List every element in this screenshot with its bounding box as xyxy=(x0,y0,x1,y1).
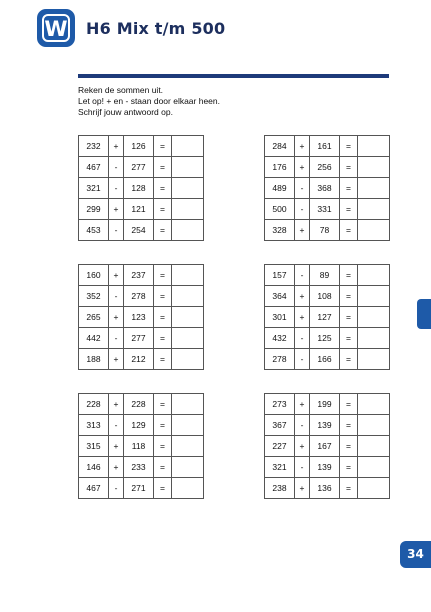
operator: - xyxy=(295,178,310,199)
operand-b: 129 xyxy=(124,415,154,436)
operand-a: 321 xyxy=(79,178,109,199)
operand-b: 126 xyxy=(124,136,154,157)
operand-b: 271 xyxy=(124,478,154,499)
equals-sign: = xyxy=(340,307,358,328)
operand-a: 238 xyxy=(265,478,295,499)
operator: + xyxy=(295,286,310,307)
operator: - xyxy=(295,415,310,436)
answer-box[interactable] xyxy=(172,265,204,286)
operand-a: 265 xyxy=(79,307,109,328)
instructions xyxy=(78,85,220,118)
answer-box[interactable] xyxy=(358,157,390,178)
answer-box[interactable] xyxy=(172,436,204,457)
operator: + xyxy=(295,157,310,178)
equals-sign: = xyxy=(340,457,358,478)
operator: - xyxy=(109,328,124,349)
answer-box[interactable] xyxy=(358,307,390,328)
sum-row xyxy=(79,265,204,286)
sum-row xyxy=(265,286,390,307)
operand-b: 118 xyxy=(124,436,154,457)
side-tab-marker xyxy=(417,299,431,329)
equals-sign: = xyxy=(154,328,172,349)
equals-sign: = xyxy=(340,349,358,370)
operand-a: 432 xyxy=(265,328,295,349)
operand-b: 128 xyxy=(124,178,154,199)
sum-row xyxy=(265,478,390,499)
instruction-line: Reken de sommen uit. xyxy=(78,85,164,95)
operator: - xyxy=(295,328,310,349)
operand-a: 453 xyxy=(79,220,109,241)
operator: - xyxy=(295,265,310,286)
sum-block-3 xyxy=(78,264,204,370)
answer-box[interactable] xyxy=(172,394,204,415)
operator: + xyxy=(109,349,124,370)
answer-box[interactable] xyxy=(358,457,390,478)
operand-a: 232 xyxy=(79,136,109,157)
equals-sign: = xyxy=(154,286,172,307)
operand-b: 237 xyxy=(124,265,154,286)
sum-row xyxy=(79,457,204,478)
sum-row xyxy=(79,349,204,370)
equals-sign: = xyxy=(340,199,358,220)
operand-a: 188 xyxy=(79,349,109,370)
operand-a: 273 xyxy=(265,394,295,415)
equals-sign: = xyxy=(154,415,172,436)
equals-sign: = xyxy=(340,157,358,178)
operator: + xyxy=(109,199,124,220)
operator: + xyxy=(109,136,124,157)
equals-sign: = xyxy=(154,220,172,241)
operand-b: 256 xyxy=(310,157,340,178)
operator: - xyxy=(295,199,310,220)
sum-row xyxy=(265,178,390,199)
equals-sign: = xyxy=(340,265,358,286)
operator: + xyxy=(295,478,310,499)
equals-sign: = xyxy=(154,349,172,370)
operand-a: 315 xyxy=(79,436,109,457)
sum-block-2 xyxy=(264,135,390,241)
answer-box[interactable] xyxy=(172,328,204,349)
equals-sign: = xyxy=(340,415,358,436)
operator: + xyxy=(109,265,124,286)
operator: + xyxy=(295,307,310,328)
operand-a: 284 xyxy=(265,136,295,157)
equals-sign: = xyxy=(154,436,172,457)
instruction-line: Let op! + en - staan door elkaar heen. xyxy=(78,96,221,106)
operator: - xyxy=(295,457,310,478)
answer-box[interactable] xyxy=(358,286,390,307)
page-number: 34 xyxy=(400,541,431,568)
equals-sign: = xyxy=(154,265,172,286)
operand-a: 328 xyxy=(265,220,295,241)
operand-a: 500 xyxy=(265,199,295,220)
operand-a: 228 xyxy=(79,394,109,415)
equals-sign: = xyxy=(154,394,172,415)
operand-a: 364 xyxy=(265,286,295,307)
operand-b: 89 xyxy=(310,265,340,286)
operand-b: 212 xyxy=(124,349,154,370)
operator: - xyxy=(109,415,124,436)
operand-b: 161 xyxy=(310,136,340,157)
operand-b: 199 xyxy=(310,394,340,415)
sum-row xyxy=(79,157,204,178)
operator: + xyxy=(109,457,124,478)
sum-row xyxy=(265,436,390,457)
sum-row xyxy=(265,457,390,478)
operator: + xyxy=(295,136,310,157)
operand-a: 489 xyxy=(265,178,295,199)
sum-row xyxy=(79,307,204,328)
equals-sign: = xyxy=(340,478,358,499)
sum-row xyxy=(265,394,390,415)
operator: + xyxy=(295,220,310,241)
sum-row xyxy=(79,286,204,307)
operand-b: 139 xyxy=(310,457,340,478)
operand-a: 321 xyxy=(265,457,295,478)
sum-row xyxy=(79,178,204,199)
answer-box[interactable] xyxy=(358,178,390,199)
operator: - xyxy=(109,178,124,199)
sum-row xyxy=(265,136,390,157)
sum-block-5 xyxy=(78,393,204,499)
operand-b: 233 xyxy=(124,457,154,478)
equals-sign: = xyxy=(154,307,172,328)
operator: - xyxy=(109,478,124,499)
operand-b: 108 xyxy=(310,286,340,307)
operator: + xyxy=(109,307,124,328)
operator: - xyxy=(295,349,310,370)
sum-row xyxy=(265,307,390,328)
equals-sign: = xyxy=(340,328,358,349)
equals-sign: = xyxy=(340,286,358,307)
equals-sign: = xyxy=(154,199,172,220)
answer-box[interactable] xyxy=(172,178,204,199)
equals-sign: = xyxy=(154,157,172,178)
answer-box[interactable] xyxy=(358,199,390,220)
operand-a: 176 xyxy=(265,157,295,178)
sum-row xyxy=(79,199,204,220)
operand-b: 127 xyxy=(310,307,340,328)
sum-row xyxy=(265,415,390,436)
equals-sign: = xyxy=(154,457,172,478)
sum-row xyxy=(79,436,204,457)
equals-sign: = xyxy=(340,220,358,241)
equals-sign: = xyxy=(154,478,172,499)
operand-a: 160 xyxy=(79,265,109,286)
operand-b: 277 xyxy=(124,328,154,349)
operand-a: 467 xyxy=(79,478,109,499)
answer-box[interactable] xyxy=(172,199,204,220)
answer-box[interactable] xyxy=(172,307,204,328)
sum-block-4 xyxy=(264,264,390,370)
answer-box[interactable] xyxy=(358,220,390,241)
equals-sign: = xyxy=(340,394,358,415)
sum-block-6 xyxy=(264,393,390,499)
answer-box[interactable] xyxy=(172,157,204,178)
operand-b: 166 xyxy=(310,349,340,370)
operand-a: 352 xyxy=(79,286,109,307)
sum-row xyxy=(265,199,390,220)
page-title: H6 Mix t/m 500 xyxy=(86,19,226,38)
operand-b: 121 xyxy=(124,199,154,220)
operand-b: 139 xyxy=(310,415,340,436)
equals-sign: = xyxy=(340,178,358,199)
operator: - xyxy=(109,286,124,307)
operand-a: 313 xyxy=(79,415,109,436)
operator: + xyxy=(295,436,310,457)
answer-box[interactable] xyxy=(172,349,204,370)
answer-box[interactable] xyxy=(172,220,204,241)
operand-a: 227 xyxy=(265,436,295,457)
answer-box[interactable] xyxy=(358,394,390,415)
operand-b: 228 xyxy=(124,394,154,415)
operator: + xyxy=(109,394,124,415)
equals-sign: = xyxy=(154,178,172,199)
operand-b: 78 xyxy=(310,220,340,241)
operand-a: 467 xyxy=(79,157,109,178)
operand-a: 157 xyxy=(265,265,295,286)
operand-a: 299 xyxy=(79,199,109,220)
answer-box[interactable] xyxy=(172,478,204,499)
operand-b: 277 xyxy=(124,157,154,178)
operand-b: 125 xyxy=(310,328,340,349)
operand-b: 331 xyxy=(310,199,340,220)
sum-block-1 xyxy=(78,135,204,241)
operand-a: 146 xyxy=(79,457,109,478)
answer-box[interactable] xyxy=(358,349,390,370)
operand-a: 301 xyxy=(265,307,295,328)
answer-box[interactable] xyxy=(358,328,390,349)
sum-row xyxy=(265,349,390,370)
sum-row xyxy=(79,415,204,436)
sum-row xyxy=(265,328,390,349)
answer-box[interactable] xyxy=(358,478,390,499)
operator: - xyxy=(109,220,124,241)
operand-b: 368 xyxy=(310,178,340,199)
answer-box[interactable] xyxy=(172,136,204,157)
operand-b: 123 xyxy=(124,307,154,328)
sum-row xyxy=(79,220,204,241)
operand-b: 167 xyxy=(310,436,340,457)
operator: - xyxy=(109,157,124,178)
operand-b: 278 xyxy=(124,286,154,307)
logo xyxy=(37,9,75,47)
sum-row xyxy=(79,328,204,349)
operand-a: 367 xyxy=(265,415,295,436)
operand-b: 254 xyxy=(124,220,154,241)
operand-b: 136 xyxy=(310,478,340,499)
equals-sign: = xyxy=(154,136,172,157)
sum-row xyxy=(79,478,204,499)
logo-letter: W xyxy=(42,14,70,42)
title-divider xyxy=(78,74,389,78)
sum-row xyxy=(265,220,390,241)
sum-row xyxy=(265,265,390,286)
operator: + xyxy=(295,394,310,415)
answer-box[interactable] xyxy=(358,415,390,436)
sum-row xyxy=(79,394,204,415)
answer-box[interactable] xyxy=(358,265,390,286)
answer-box[interactable] xyxy=(358,436,390,457)
operand-a: 442 xyxy=(79,328,109,349)
answer-box[interactable] xyxy=(172,457,204,478)
operator: + xyxy=(109,436,124,457)
answer-box[interactable] xyxy=(172,286,204,307)
sum-row xyxy=(79,136,204,157)
equals-sign: = xyxy=(340,136,358,157)
instruction-line: Schrijf jouw antwoord op. xyxy=(78,107,173,117)
answer-box[interactable] xyxy=(358,136,390,157)
answer-box[interactable] xyxy=(172,415,204,436)
equals-sign: = xyxy=(340,436,358,457)
operand-a: 278 xyxy=(265,349,295,370)
sum-row xyxy=(265,157,390,178)
